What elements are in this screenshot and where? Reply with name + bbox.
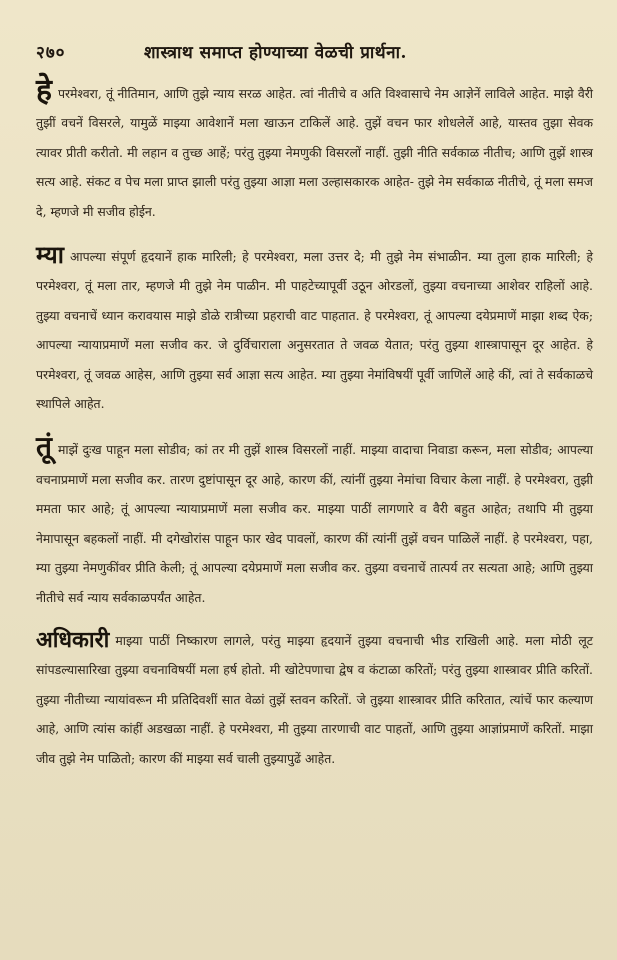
- paragraph: [36, 626, 593, 773]
- drop-word: तूं: [36, 430, 52, 464]
- paragraph: [36, 73, 593, 226]
- paragraph: [36, 240, 593, 418]
- paragraph-text: आपल्या संपूर्ण हृदयानें हाक मारिली; हे परमेश्वरा, मला उत्तर दे; मी तुझे नेम संभाळीन. म्या तुला हाक मारिली; हे परमेश्वरा, तूं मला तार, म्हणजे मी तुझे नेम पाळीन. मी पाहटेच्यापूर्वी उठून ओरडलों, तुझ्या वचनाच्या आशेवर राहिलों आहे. तुझ्या वचनाचें ध्यान करावयास माझे डोळे रात्रीच्या प्रहराची वाट पाहतात. हे परमेश्वरा, तूं आपल्या दयेप्रमाणें माझा शब्द ऐक; आपल्या न्यायाप्रमाणें मला सजीव कर. जे दुर्विचाराला अनुसरतात ते जवळ येतात; परंतु तुझ्या शास्त्रापासून दूर आहेत. हे परमेश्वरा, तूं जवळ आहेस, आणि तुझ्या सर्व आज्ञा सत्य आहेत. म्या तुझ्या नेमांविषयीं पूर्वी जाणिलें आहे कीं, त्वां ते सर्वकाळचे स्थापिले आहेत.: [36, 249, 593, 412]
- page-header: [36, 40, 593, 70]
- page-number: २७०: [36, 43, 66, 63]
- drop-word: म्या: [36, 240, 64, 270]
- paragraph: [36, 432, 593, 611]
- drop-word: अधिकारी: [36, 626, 110, 653]
- drop-word: हे: [36, 73, 52, 108]
- running-title: शास्त्राथ समाप्त होण्याच्या वेळची प्रार्थना.: [144, 43, 407, 63]
- paragraph-text: माझ्या पाठीं निष्कारण लागले, परंतु माझ्या हृदयानें तुझ्या वचनाची भीड राखिली आहे. मला मोठी लूट सांपडल्यासारिखा तुझ्या वचनाविषयीं मला हर्ष होतो. मी खोटेपणाचा द्वेष व कंटाळा करितों; परंतु तुझ्या शास्त्रावर प्रीति करितों. तुझ्या नीतीच्या न्यायांवरून मी प्रतिदिवशीं सात वेळां तुझें स्तवन करितों. जे तुझ्या शास्त्रावर प्रीति करितात, त्यांचें फार कल्याण आहे, आणि त्यांस कांहीं अडखळा नाहीं. हे परमेश्वरा, मी तुझ्या तारणाची वाट पाहतों, आणि तुझ्या आज्ञांप्रमाणें करितों. माझा जीव तुझे नेम पाळितो; कारण कीं माझ्या सर्व चाली तुझ्यापुढें आहेत.: [36, 632, 593, 766]
- paragraph-text: माझें दुःख पाहून मला सोडीव; कां तर मी तुझें शास्त्र विसरलों नाहीं. माझ्या वादाचा निवाडा करून, मला सोडीव; आपल्या वचनाप्रमाणें मला सजीव कर. तारण दुष्टांपासून दूर आहे, कारण कीं, त्यांनीं तुझ्या नेमांचा विचार केला नाहीं. हे परमेश्वरा, तुझी ममता फार आहे; तूं आपल्या न्यायाप्रमाणें मला सजीव कर. माझ्या पाठीं लागणारे व वैरी बहुत आहेत; तथापि मी तुझ्या नेमापासून बहकलों नाहीं. मी दगेखोरांस पाहून फार खेद पावलों, कारण कीं त्यांनीं तुझें वचन पाळिलें नाहीं. हे परमेश्वरा, पहा, म्या तुझ्या नेमणुकींवर प्रीति केली; तूं आपल्या दयेप्रमाणें मला सजीव कर. तुझ्या वचनाचें तात्पर्य तर सत्यता आहे; आणि तुझ्या नीतीचे सर्व न्याय सर्वकाळपर्यंत आहेत.: [36, 442, 593, 605]
- paragraph-text: परमेश्वरा, तूं नीतिमान, आणि तुझे न्याय सरळ आहेत. त्वां नीतीचे व अति विश्वासाचे नेम आज्ञेनें लाविले आहेत. माझे वैरी तुझीं वचनें विसरले, यामुळें माझ्या आवेशानें मला खाऊन टाकिलें आहे. तुझें वचन फार शोधलेलें आहे, यास्तव तुझा सेवक त्यावर प्रीती करीतो. मी लहान व तुच्छ आहें; परंतु तुझ्या नेमणुकी विसरलों नाहीं. तुझी नीति सर्वकाळ नीतीच; आणि तुझें शास्त्र सत्य आहे. संकट व पेच मला प्राप्त झाली परंतु तुझ्या आज्ञा मला उल्हासकारक आहेत- तुझे नेम सर्वकाळ नीतीचे, तूं मला समज दे, म्हणजे मी सजीव होईन.: [36, 86, 593, 219]
